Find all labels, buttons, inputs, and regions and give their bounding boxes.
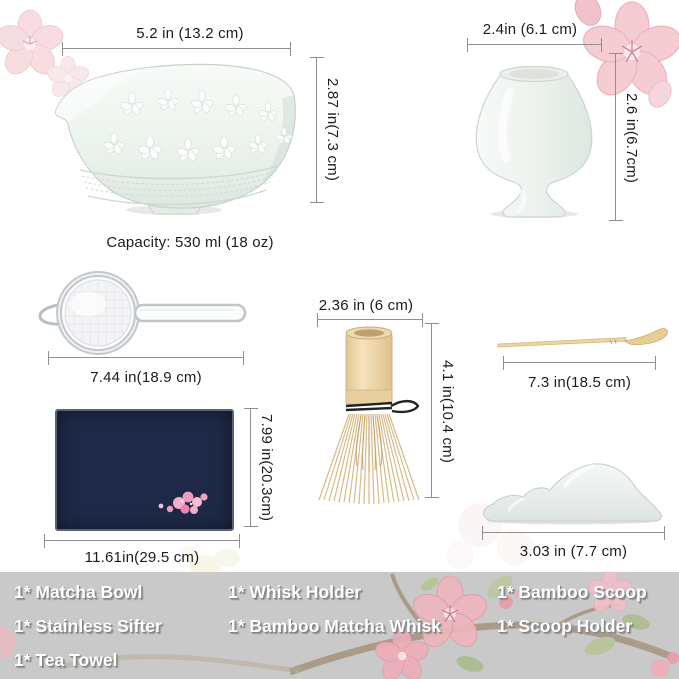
scoop-image xyxy=(494,322,672,354)
scoop-length-dim-line xyxy=(503,362,656,363)
bowl-height-label: 2.87 in(7.3 cm) xyxy=(324,78,341,182)
bowl-width-label: 5.2 in (13.2 cm) xyxy=(136,25,244,42)
list-item-stainless-sifter: 1* Stainless Sifter xyxy=(14,616,162,636)
list-item-matcha-bowl: 1* Matcha Bowl xyxy=(14,582,143,602)
whisk-holder-width-label: 2.4in (6.1 cm) xyxy=(482,21,578,38)
scoop-holder-width-label: 3.03 in (7.7 cm) xyxy=(519,543,628,560)
whisk-holder-image xyxy=(470,58,602,220)
scoop-length-label: 7.3 in(18.5 cm) xyxy=(527,374,632,391)
scoop-holder-image xyxy=(477,458,669,526)
bowl-height-dim-line xyxy=(316,57,317,203)
list-item-bamboo-matcha-whisk: 1* Bamboo Matcha Whisk xyxy=(228,616,441,636)
towel-blossom-embroidery xyxy=(57,411,228,525)
sifter-width-dim-line xyxy=(48,357,244,358)
contents-panel xyxy=(0,572,679,679)
whisk-image xyxy=(313,324,427,506)
list-item-scoop-holder: 1* Scoop Holder xyxy=(497,616,633,636)
whisk-holder-width-dim-line xyxy=(467,44,602,45)
sifter-width-label: 7.44 in(18.9 cm) xyxy=(90,369,202,386)
towel-image xyxy=(55,409,234,531)
whisk-width-dim-line xyxy=(317,319,423,320)
scoop-holder-width-dim-line xyxy=(482,532,665,533)
contents-column-1 xyxy=(14,582,162,671)
whisk-height-label: 4.1 in(10.4 cm) xyxy=(439,360,456,464)
contents-column-2 xyxy=(228,582,441,637)
whisk-width-label: 2.36 in (6 cm) xyxy=(318,297,414,314)
towel-width-dim-line xyxy=(44,540,240,541)
matcha-bowl-image xyxy=(44,58,302,216)
list-item-tea-towel: 1* Tea Towel xyxy=(14,650,118,670)
whisk-height-dim-line xyxy=(431,323,432,498)
whisk-holder-height-dim-line xyxy=(615,53,616,221)
list-item-whisk-holder: 1* Whisk Holder xyxy=(228,582,362,602)
contents-column-3 xyxy=(497,582,647,637)
bowl-capacity-label: Capacity: 530 ml (18 oz) xyxy=(106,234,274,251)
sifter-image xyxy=(36,266,251,358)
whisk-holder-height-label: 2.6 in(6.7cm) xyxy=(623,93,640,184)
towel-width-label: 11.61in(29.5 cm) xyxy=(84,549,200,566)
list-item-bamboo-scoop: 1* Bamboo Scoop xyxy=(497,582,647,602)
towel-height-label: 7.99 in(20.3cm) xyxy=(258,413,275,522)
bowl-width-dim-line xyxy=(62,48,291,49)
towel-height-dim-line xyxy=(250,408,251,527)
